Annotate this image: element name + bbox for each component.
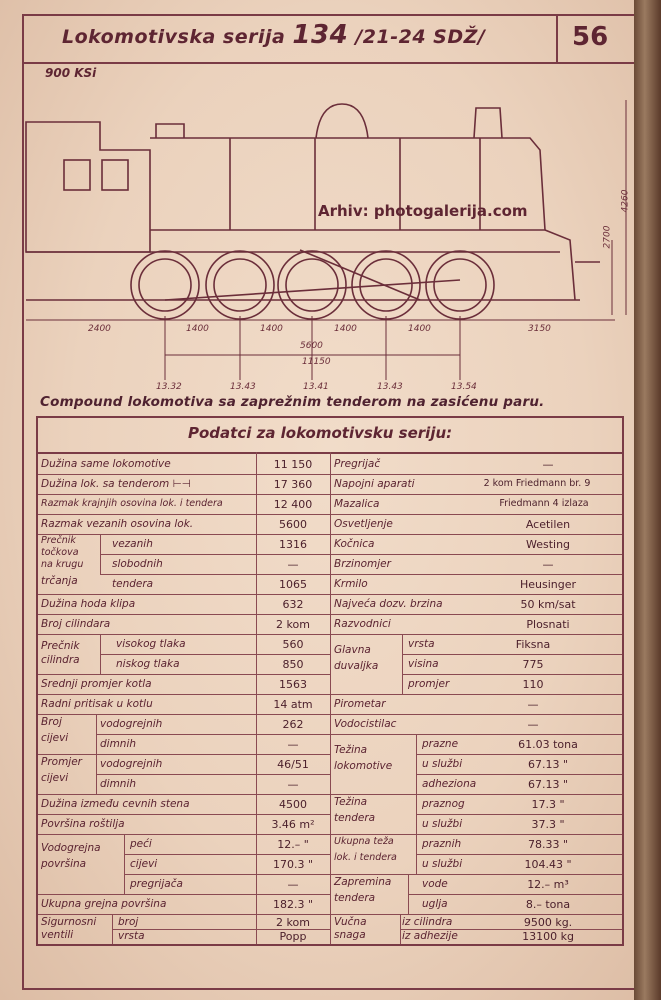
right-r11-label: Vodocistilac <box>334 718 397 730</box>
left-r9-value: 4500 <box>279 798 307 811</box>
blast-a-label: vrsta <box>408 638 435 650</box>
dim-seg-2: 1400 <box>186 324 209 334</box>
heat-c-value: — <box>287 878 299 891</box>
dim-sub-1: 5600 <box>300 341 323 351</box>
blast-c-value: 110 <box>522 678 544 691</box>
dim-h2: 4260 <box>620 189 631 213</box>
right-r9-value: Plosnati <box>526 618 570 631</box>
wheel-dia-group-3: na krugu <box>41 559 84 570</box>
right-r2-label: Napojni aparati <box>334 478 415 490</box>
cyl-b-value: 850 <box>282 658 304 671</box>
traction-b-value: 13100 kg <box>522 930 574 943</box>
dim-seg-6: 3150 <box>528 324 551 334</box>
steam-dome <box>316 104 368 138</box>
axle-load-4: 13.43 <box>377 382 403 392</box>
traction-a-value: 9500 kg. <box>523 916 573 929</box>
heat-group-1: Vodogrejna <box>41 842 101 854</box>
right-r10-value: — <box>527 698 539 711</box>
valve-b-label: vrsta <box>118 930 145 942</box>
subseries: /21-24 SDŽ/ <box>355 26 486 48</box>
wheel-dia-slob-value: — <box>287 558 299 571</box>
tubes-b-label: dimnih <box>100 738 137 750</box>
blast-c-label: promjer <box>408 678 450 690</box>
valve-group-2: ventili <box>41 929 74 941</box>
cyl-b-label: niskog tlaka <box>116 658 180 670</box>
wheel-dia-group-4: trčanja <box>41 575 78 587</box>
wheel-dia-vez: vezanih <box>112 538 153 550</box>
book-edge <box>634 0 661 1000</box>
wheel-dia-slob: slobodnih <box>112 558 163 570</box>
right-r8-value: 50 km/sat <box>520 598 576 611</box>
left-r11-value: 182.3 " <box>272 898 314 911</box>
right-r3-label: Mazalica <box>334 498 380 510</box>
watermark: Arhiv: photogalerija.com <box>318 202 528 220</box>
cyl-a-value: 560 <box>282 638 304 651</box>
left-r8-label: Radni pritisak u kotlu <box>41 698 153 710</box>
cab-window-1 <box>64 160 90 190</box>
totalweight-a-value: 78.33 " <box>527 838 569 851</box>
table-header <box>38 418 622 454</box>
left-r11-label: Ukupna grejna površina <box>41 898 167 910</box>
capacity-group-2: tendera <box>334 892 376 904</box>
right-r5-value: Westing <box>525 538 571 551</box>
totalweight-group-1: Ukupna teža <box>334 836 394 847</box>
valve-a-label: broj <box>118 916 139 928</box>
power-label: 900 KSi <box>45 66 97 80</box>
tubes-a-label: vodogrejnih <box>100 718 163 730</box>
left-r4-label: Razmak vezanih osovina lok. <box>41 518 194 530</box>
right-r1-value: — <box>542 458 554 471</box>
tenderweight-b-value: 37.3 " <box>531 818 565 831</box>
traction-b-label: iz adhezije <box>402 930 458 942</box>
wheel-3 <box>278 251 346 319</box>
left-r3-label: Razmak krajnjih osovina lok. i tendera <box>41 498 223 509</box>
left-r4-value: 5600 <box>279 518 307 531</box>
right-r10-label: Pirometar <box>334 698 386 710</box>
totalweight-a-label: praznih <box>422 838 462 850</box>
tubes-group-2: cijevi <box>41 732 69 744</box>
tenderweight-a-value: 17.3 " <box>531 798 565 811</box>
wheel-1 <box>131 251 199 319</box>
tenderweight-a-label: praznog <box>422 798 465 810</box>
dim-h1: 2700 <box>602 225 613 249</box>
right-r6-label: Brzinomjer <box>334 558 391 570</box>
table-title: Podatci za lokomotivsku seriju: <box>188 424 453 442</box>
left-r6-value: 2 kom <box>276 618 310 631</box>
left-r8-value: 14 atm <box>273 698 313 711</box>
left-r7-value: 1563 <box>279 678 307 691</box>
data-table <box>36 416 624 946</box>
tubedia-a-value: 46/51 <box>277 758 309 771</box>
series-number: 134 <box>292 20 349 50</box>
right-r8-label: Najveća dozv. brzina <box>334 598 443 610</box>
tubes-group-1: Broj <box>41 716 62 728</box>
tenderweight-group-1: Težina <box>334 796 368 808</box>
left-r7-label: Srednji promjer kotla <box>41 678 152 690</box>
axle-load-2: 13.43 <box>230 382 256 392</box>
totalweight-b-label: u službi <box>422 858 463 870</box>
locoweight-c-label: adheziona <box>422 778 477 790</box>
capacity-a-value: 12.– m³ <box>527 878 569 891</box>
tubedia-a-label: vodogrejnih <box>100 758 163 770</box>
left-r9-label: Dužina između cevnih stena <box>41 798 190 810</box>
right-r7-value: Heusinger <box>519 578 577 591</box>
right-r6-value: — <box>542 558 554 571</box>
heat-group-2: površina <box>41 858 87 870</box>
left-r2-label: Dužina lok. sa tenderom ⊢⊣ <box>41 478 191 490</box>
coupling-rod <box>165 280 460 300</box>
right-r9-label: Razvodnici <box>334 618 391 630</box>
wheel-dia-tend-value: 1065 <box>279 578 307 591</box>
left-r1-label: Dužina same lokomotive <box>41 458 171 470</box>
right-r5-label: Kočnica <box>334 538 375 550</box>
chimney <box>474 108 502 138</box>
left-r10-label: Površina roštilja <box>41 818 125 830</box>
axle-load-3: 13.41 <box>303 382 329 392</box>
dim-seg-1: 2400 <box>88 324 111 334</box>
dim-seg-3: 1400 <box>260 324 283 334</box>
wheel-dia-group-1: Prečnik <box>41 535 76 546</box>
traction-a-label: iz cilindra <box>402 916 453 928</box>
left-r5-value: 632 <box>282 598 304 611</box>
caption: Compound lokomotiva sa zaprežnim tenderom na zasićenu paru. <box>40 394 545 410</box>
tubedia-b-value: — <box>287 778 299 791</box>
capacity-b-value: 8.– tona <box>525 898 571 911</box>
traction-group-2: snaga <box>334 929 366 941</box>
blast-a-value: Fiksna <box>515 638 551 651</box>
heat-a-value: 12.– " <box>277 838 309 851</box>
capacity-group-1: Zapremina <box>334 876 392 888</box>
axle-load-1: 13.32 <box>156 382 182 392</box>
locoweight-a-label: prazne <box>422 738 459 750</box>
right-r7-label: Krmilo <box>334 578 368 590</box>
title-prefix: Lokomotivska serija <box>62 26 286 48</box>
axle-load-5: 13.54 <box>451 382 477 392</box>
dim-seg-4: 1400 <box>334 324 357 334</box>
heat-c-label: pregrijača <box>130 878 183 890</box>
valve-a-value: 2 kom <box>276 916 310 929</box>
tubedia-b-label: dimnih <box>100 778 137 790</box>
tenderweight-group-2: tendera <box>334 812 376 824</box>
wheel-2 <box>206 251 274 319</box>
totalweight-b-value: 104.43 " <box>524 858 572 871</box>
cyl-group-2: cilindra <box>41 654 80 666</box>
heat-b-value: 170.3 " <box>272 858 314 871</box>
wheel-dia-tend: tendera <box>112 578 154 590</box>
tubes-a-value: 262 <box>282 718 304 731</box>
left-r5-label: Dužina hoda klipa <box>41 598 136 610</box>
right-r4-label: Osvetljenje <box>334 518 393 530</box>
tubedia-group-1: Promjer <box>41 756 82 768</box>
right-r2-value: 2 kom Friedmann br. 9 <box>483 478 591 489</box>
totalweight-group-2: lok. i tendera <box>334 852 397 863</box>
cyl-a-label: visokog tlaka <box>116 638 186 650</box>
valve-group-1: Sigurnosni <box>41 916 97 928</box>
wheel-dia-group-2: točkova <box>41 547 79 558</box>
tenderweight-b-label: u službi <box>422 818 463 830</box>
heat-a-label: peći <box>130 838 152 850</box>
cab-outline <box>26 122 150 252</box>
left-r3-value: 12 400 <box>273 498 313 511</box>
right-r1-label: Pregrijač <box>334 458 381 470</box>
right-r4-value: Acetilen <box>525 518 571 531</box>
locoweight-a-value: 61.03 tona <box>518 738 578 751</box>
traction-group-1: Vučna <box>334 916 367 928</box>
locoweight-group-2: lokomotive <box>334 760 393 772</box>
tubes-b-value: — <box>287 738 299 751</box>
dim-sub-2: 11150 <box>302 357 331 367</box>
locoweight-group-1: Težina <box>334 744 368 756</box>
wheel-5 <box>426 251 494 319</box>
left-r10-value: 3.46 m² <box>271 818 315 831</box>
locoweight-b-value: 67.13 " <box>527 758 569 771</box>
tubedia-group-2: cijevi <box>41 772 69 784</box>
blast-group-2: duvaljka <box>334 660 379 672</box>
page-number: 56 <box>572 22 609 52</box>
dim-seg-5: 1400 <box>408 324 431 334</box>
left-r6-label: Broj cilindara <box>41 618 111 630</box>
left-r2-value: 17 360 <box>273 478 313 491</box>
blast-b-label: visina <box>408 658 439 670</box>
heat-b-label: cijevi <box>130 858 158 870</box>
locomotive-drawing <box>0 0 661 400</box>
capacity-b-label: uglja <box>422 898 448 910</box>
blast-b-value: 775 <box>522 658 544 671</box>
right-r11-value: — <box>527 718 539 731</box>
cyl-group-1: Prečnik <box>41 640 80 652</box>
blast-group-1: Glavna <box>334 644 371 656</box>
locoweight-b-label: u službi <box>422 758 463 770</box>
cab-window-2 <box>102 160 128 190</box>
wheel-dia-vez-value: 1316 <box>279 538 307 551</box>
locoweight-c-value: 67.13 " <box>527 778 569 791</box>
valve-b-value: Popp <box>279 930 307 943</box>
capacity-a-label: vode <box>422 878 448 890</box>
right-r3-value: Friedmann 4 izlaza <box>499 498 589 509</box>
left-r1-value: 11 150 <box>273 458 313 471</box>
